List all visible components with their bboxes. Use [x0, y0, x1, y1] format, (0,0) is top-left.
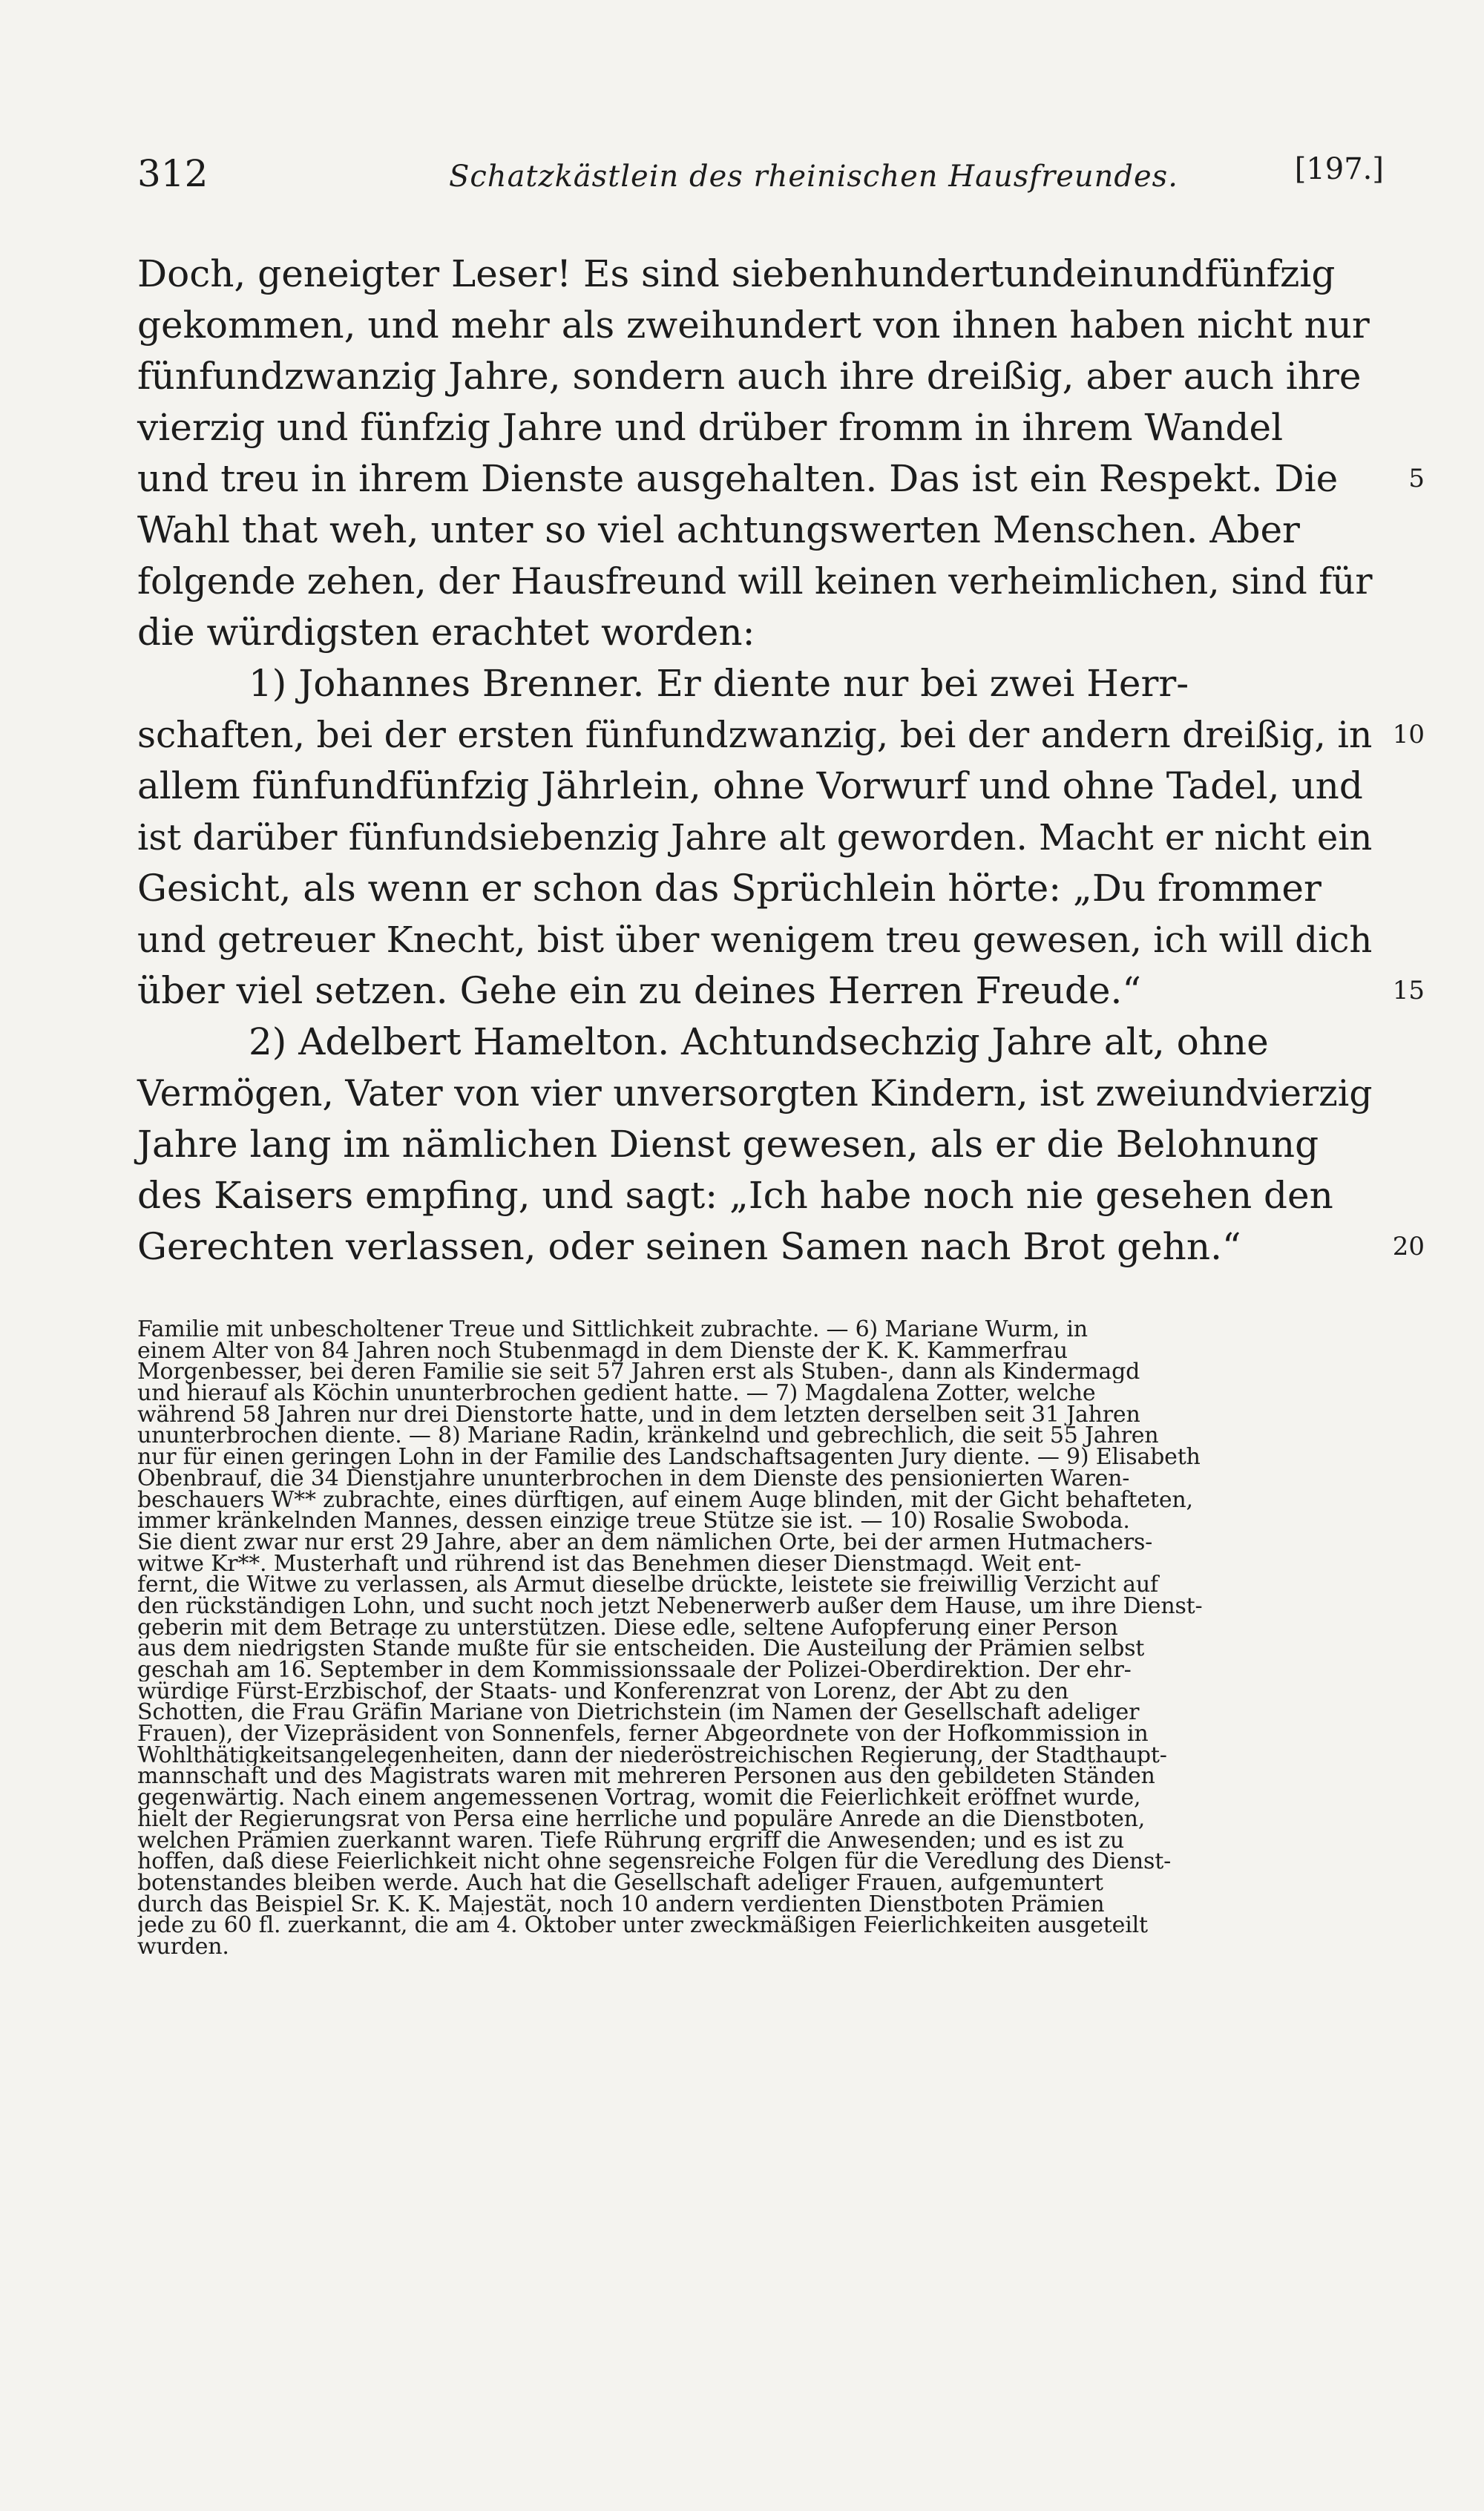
- line-number: 15: [1392, 976, 1425, 1005]
- main-text: [137, 249, 1425, 1273]
- text-line: [137, 249, 1373, 300]
- text-line: [137, 914, 1373, 965]
- text-line: [137, 453, 1425, 505]
- footnote-line: welchen Prämien zuerkannt waren. Tiefe Rührung ergriff die Anwesenden; und es ist zu: [137, 1830, 1124, 1852]
- text-line-content: über viel setzen. Gehe ein zu deines Herren Freude.“: [137, 969, 1141, 1012]
- text-line-content: folgende zehen, der Hausfreund will keinen verheimlichen, sind für: [137, 561, 1373, 603]
- footnote-line: wurden.: [137, 1936, 229, 1958]
- text-line-content: des Kaisers empfing, und sagt: „Ich habe noch nie gesehen den: [137, 1174, 1333, 1217]
- text-line: [137, 965, 1425, 1017]
- text-line: [137, 300, 1373, 351]
- footnote-line: ununterbrochen diente. — 8) Mariane Radin, kränkelnd und gebrechlich, die seit 55 Jahren: [137, 1425, 1159, 1448]
- text-line: [137, 556, 1373, 607]
- footnote-line: Frauen), der Vizepräsident von Sonnenfels, ferner Abgeordnete von der Hofkommission in: [137, 1724, 1149, 1745]
- text-line: [137, 761, 1373, 812]
- text-line-content: allem fünfundfünfzig Jährlein, ohne Vorwurf und ohne Tadel, und: [137, 764, 1363, 807]
- footnote-line: einem Alter von 84 Jahren noch Stubenmagd in dem Dienste der K. K. Kammerfrau: [137, 1340, 1068, 1362]
- footnote-line: und hierauf als Köchin ununterbrochen gedient hatte. — 7) Magdalena Zotter, welche: [137, 1383, 1096, 1405]
- text-line-content: und getreuer Knecht, bist über wenigem treu gewesen, ich will dich: [137, 919, 1373, 961]
- text-line: [137, 607, 1373, 658]
- text-line: [137, 709, 1425, 761]
- footnote-line: Schotten, die Frau Gräfin Mariane von Dietrichstein (im Namen der Gesellschaft adeliger: [137, 1702, 1140, 1724]
- footnote-line: witwe Kr**. Musterhaft und rührend ist das Benehmen dieser Dienstmagd. Weit ent-: [137, 1553, 1082, 1575]
- footnote-line: Familie mit unbescholtener Treue und Sittlichkeit zubrachte. — 6) Mariane Wurm, in: [137, 1319, 1088, 1341]
- footnote-line: hielt der Regierungsrat von Persa eine herrliche und populäre Anrede an die Dienstboten,: [137, 1808, 1146, 1831]
- footnote-line: botenstandes bleiben werde. Auch hat die Gesellschaft adeliger Frauen, aufgemuntert: [137, 1872, 1103, 1894]
- text-line-content: und treu in ihrem Dienste ausgehalten. Das ist ein Respekt. Die: [137, 457, 1339, 500]
- text-line: [137, 1170, 1373, 1221]
- text-line: [137, 402, 1373, 453]
- text-line-content: Doch, geneigter Leser! Es sind siebenhundertundeinundfünfzig: [137, 252, 1336, 295]
- footnote-line: fernt, die Witwe zu verlassen, als Armut dieselbe drückte, leistete sie freiwillig Verzicht auf: [137, 1575, 1158, 1596]
- line-number: 10: [1392, 720, 1425, 749]
- line-number: 20: [1392, 1232, 1425, 1261]
- footnote-line: Morgenbesser, bei deren Familie sie seit 57 Jahren erst als Stuben-, dann als Kindermagd: [137, 1362, 1140, 1384]
- text-line-content: gekommen, und mehr als zweihundert von ihnen haben nicht nur: [137, 303, 1370, 347]
- text-line-content: Gesicht, als wenn er schon das Sprüchlein hörte: „Du frommer: [137, 867, 1322, 910]
- text-line: [137, 1068, 1373, 1119]
- footnote-line: geberin mit dem Betrage zu unterstützen. Diese edle, seltene Aufopferung einer Person: [137, 1617, 1118, 1639]
- footnote-line: durch das Beispiel Sr. K. K. Majestät, noch 10 andern verdienten Dienstboten Prämien: [137, 1894, 1105, 1916]
- text-line-content: Jahre lang im nämlichen Dienst gewesen, als er die Belohnung: [137, 1123, 1319, 1166]
- text-line-content: Wahl that weh, unter so viel achtungswerten Menschen. Aber: [137, 508, 1300, 551]
- text-line-content: fünfundzwanzig Jahre, sondern auch ihre dreißig, aber auch ihre: [137, 355, 1362, 398]
- text-line-content: vierzig und fünfzig Jahre und drüber fromm in ihrem Wandel: [137, 406, 1284, 449]
- footnote-block: [137, 1319, 1425, 1958]
- page-number: 312: [137, 152, 209, 195]
- line-number: 5: [1408, 464, 1425, 493]
- footnote-line: aus dem niedrigsten Stande mußte für sie entscheiden. Die Austeilung der Prämien selbst: [137, 1638, 1145, 1660]
- footnote-line: während 58 Jahren nur drei Dienstorte hatte, und in dem letzten derselben seit 31 Jahren: [137, 1404, 1140, 1426]
- footnote-line: immer kränkelnden Mannes, dessen einzige treue Stütze sie ist. — 10) Rosalie Swoboda.: [137, 1511, 1130, 1532]
- text-line-content: 1) Johannes Brenner. Er diente nur bei zwei Herr-: [249, 662, 1189, 705]
- text-line-content: 2) Adelbert Hamelton. Achtundsechzig Jahre alt, ohne: [249, 1020, 1269, 1063]
- footnote-line: nur für einen geringen Lohn in der Familie des Landschaftsagenten Jury diente. — 9) Elisabeth: [137, 1447, 1201, 1468]
- text-line: [137, 351, 1373, 402]
- footnote-line: jede zu 60 fl. zuerkannt, die am 4. Oktober unter zweckmäßigen Feierlichkeiten ausgeteilt: [137, 1915, 1148, 1937]
- footnote-line: hoffen, daß diese Feierlichkeit nicht ohne segensreiche Folgen für die Veredlung des Dienst-: [137, 1851, 1172, 1873]
- text-line: [137, 1119, 1373, 1170]
- footnote-line: Sie dient zwar nur erst 29 Jahre, aber an dem nämlichen Orte, bei der armen Hutmachers-: [137, 1532, 1153, 1554]
- text-line: [137, 812, 1373, 863]
- text-line: [137, 505, 1373, 556]
- footnote-line: den rückständigen Lohn, und sucht noch jetzt Nebenerwerb außer dem Hause, um ihre Dienst-: [137, 1595, 1203, 1618]
- text-line-content: Gerechten verlassen, oder seinen Samen nach Brot gehn.“: [137, 1225, 1241, 1268]
- footnote-line: Wohlthätigkeitsangelegenheiten, dann der niederöstreichischen Regierung, der Stadthaupt-: [137, 1744, 1167, 1767]
- footnote-line: Obenbrauf, die 34 Dienstjahre ununterbrochen in dem Dienste des pensionierten Waren-: [137, 1468, 1130, 1490]
- text-line: [137, 863, 1373, 914]
- footnote-line: geschah am 16. September in dem Kommissionssaale der Polizei-Oberdirektion. Der ehr-: [137, 1660, 1132, 1681]
- text-line-content: die würdigsten erachtet worden:: [137, 611, 755, 654]
- text-line-content: schaften, bei der ersten fünfundzwanzig, bei der andern dreißig, in: [137, 715, 1373, 756]
- text-line: [137, 1221, 1425, 1273]
- text-line-content: Vermögen, Vater von vier unversorgten Kindern, ist zweiundvierzig: [137, 1073, 1373, 1115]
- footnote-line: mannschaft und des Magistrats waren mit mehreren Personen aus den gebildeten Ständen: [137, 1766, 1155, 1788]
- page-header: [137, 152, 1425, 204]
- page-reference: [197.]: [1294, 152, 1384, 186]
- running-title: Schatzkästlein des rheinischen Hausfreundes.: [449, 160, 1178, 194]
- footnote-line: würdige Fürst-Erzbischof, der Staats- und Konferenzrat von Lorenz, der Abt zu den: [137, 1681, 1069, 1703]
- footnote-line: beschauers W** zubrachte, eines dürftigen, auf einem Auge blinden, mit der Gicht behafteten,: [137, 1489, 1193, 1511]
- text-line-content: ist darüber fünfundsiebenzig Jahre alt geworden. Macht er nicht ein: [137, 817, 1373, 859]
- text-line: [137, 658, 1373, 709]
- footnote-line: gegenwärtig. Nach einem angemessenen Vortrag, womit die Feierlichkeit eröffnet wurde,: [137, 1788, 1141, 1809]
- text-line: [137, 1017, 1373, 1068]
